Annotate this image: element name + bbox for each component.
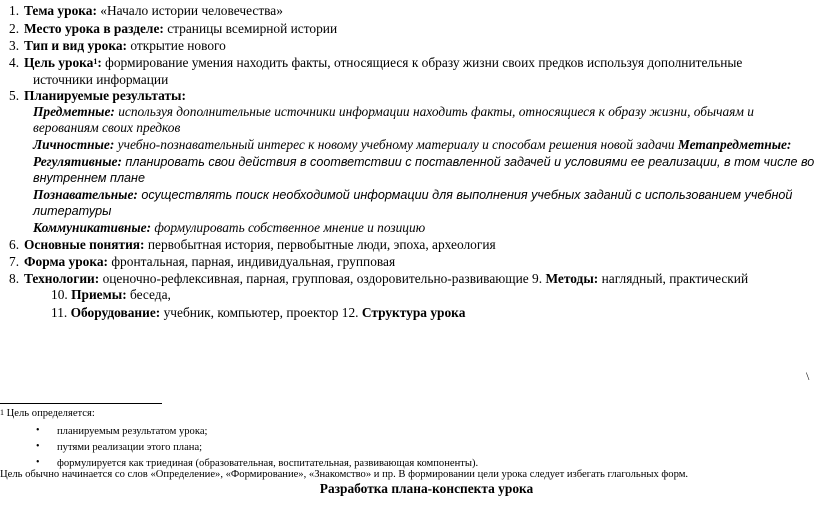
subject-text-continued: верованиям своих предков [33,120,181,135]
item-number: 5. [9,88,20,103]
personal-label: Личностные: [33,137,115,152]
communicative-results [33,220,425,236]
footnote-intro [0,407,95,420]
stray-backslash: \ [806,369,810,383]
goal-label: Цель урока [24,55,94,70]
item-number: 7. [9,254,20,269]
type-text: открытие нового [127,38,226,53]
structure-label: Структура урока [361,305,466,320]
footnote-bullet: формулируется как триединая (образовательная, воспитательная, развивающая компоненты). [57,458,479,469]
methods-label: Методы: [545,271,599,286]
form-text: фронтальная, парная, индивидуальная, групповая [108,254,396,269]
concepts-label: Основные понятия: [24,237,145,252]
type-label: Тип и вид урока: [24,38,128,53]
meta-label: Метапредметные: [677,137,792,152]
footnote-bullet: планируемым результатом урока; [57,426,208,437]
equipment-label: Оборудование: [70,305,161,320]
cognitive-text-continued: литературы [33,204,112,218]
regulative-label: Регулятивные: [33,154,122,169]
list-item-techniques [51,287,171,303]
cognitive-results [33,187,792,203]
cognitive-text: осуществлять поиск необходимой информации для выполнения учебных заданий с использованием учебной [137,188,793,202]
goal-text: формирование умения находить факты, относящиеся к образу жизни своих предков используя дополнительные [101,55,743,70]
footnote-ref: 1 [93,57,98,66]
subject-text: используя дополнительные источники информации находить факты, относящиеся к образу жизни, обычаям и [114,104,754,119]
techniques-text: беседа, [126,287,171,302]
footnote-note: Цель обычно начинается со слов «Определение», «Формирование», «Знакомство» и пр. В формировании цели урока следует избегать глагольных форм. [0,469,689,480]
regulative-text-continued: внутреннем плане [33,171,145,185]
goal-text-continued: источники информации [33,72,169,87]
item-number: 1. [9,3,20,18]
technologies-label: Технологии: [24,271,100,286]
regulative-text: планировать свои действия в соответствии с поставленной задачей и условиями ее реализации, в том числе во [121,155,815,169]
communicative-label: Коммуникативные: [33,220,152,235]
topic-text: «Начало истории человечества» [96,3,283,18]
list-item-goal [0,55,742,71]
list-item-place [0,21,337,37]
footnote-bullet: путями реализации этого плана; [57,442,203,453]
section-title: Разработка плана-конспекта урока [319,481,534,496]
equipment-text: учебник, компьютер, проектор 12. [160,305,362,320]
item-number: 10. [51,287,72,302]
footnote-intro-text: Цель определяется: [4,408,95,419]
item-number: 3. [9,38,20,53]
personal-text: учебно-познавательный интерес к новому учебному материалу и способам решения новой задачи [114,137,678,152]
list-item-form [0,254,395,270]
place-text: страницы всемирной истории [163,21,338,36]
goal-colon: : [97,55,102,70]
bullet-icon: • [36,425,40,436]
personal-results [33,137,791,153]
subject-results [33,104,754,120]
results-label: Планируемые результаты: [24,88,186,103]
list-item-technologies [0,271,748,287]
techniques-label: Приемы: [71,287,127,302]
item-number: 6. [9,237,20,252]
communicative-text: формулировать собственное мнение и позицию [151,220,426,235]
item-number: 2. [9,21,20,36]
technologies-text: оценочно-рефлексивная, парная, групповая, оздоровительно-развивающие 9. [99,271,546,286]
subject-label: Предметные: [33,104,115,119]
form-label: Форма урока: [24,254,109,269]
regulative-results [33,154,814,170]
list-item-type [0,38,226,54]
footnote-divider [0,403,162,404]
list-item-equipment [51,305,465,321]
list-item-topic [0,3,283,19]
list-item-concepts [0,237,496,253]
bullet-icon: • [36,457,40,468]
footnote-mark: 1 [0,408,4,417]
methods-text: наглядный, практический [598,271,749,286]
item-number: 8. [9,271,20,286]
topic-label: Тема урока: [24,3,97,18]
item-number: 11. [51,305,71,320]
item-number: 4. [9,55,20,70]
cognitive-label: Познавательные: [33,187,138,202]
place-label: Место урока в разделе: [24,21,164,36]
concepts-text: первобытная история, первобытные люди, эпоха, археология [144,237,496,252]
bullet-icon: • [36,441,40,452]
list-item-results [0,88,186,104]
